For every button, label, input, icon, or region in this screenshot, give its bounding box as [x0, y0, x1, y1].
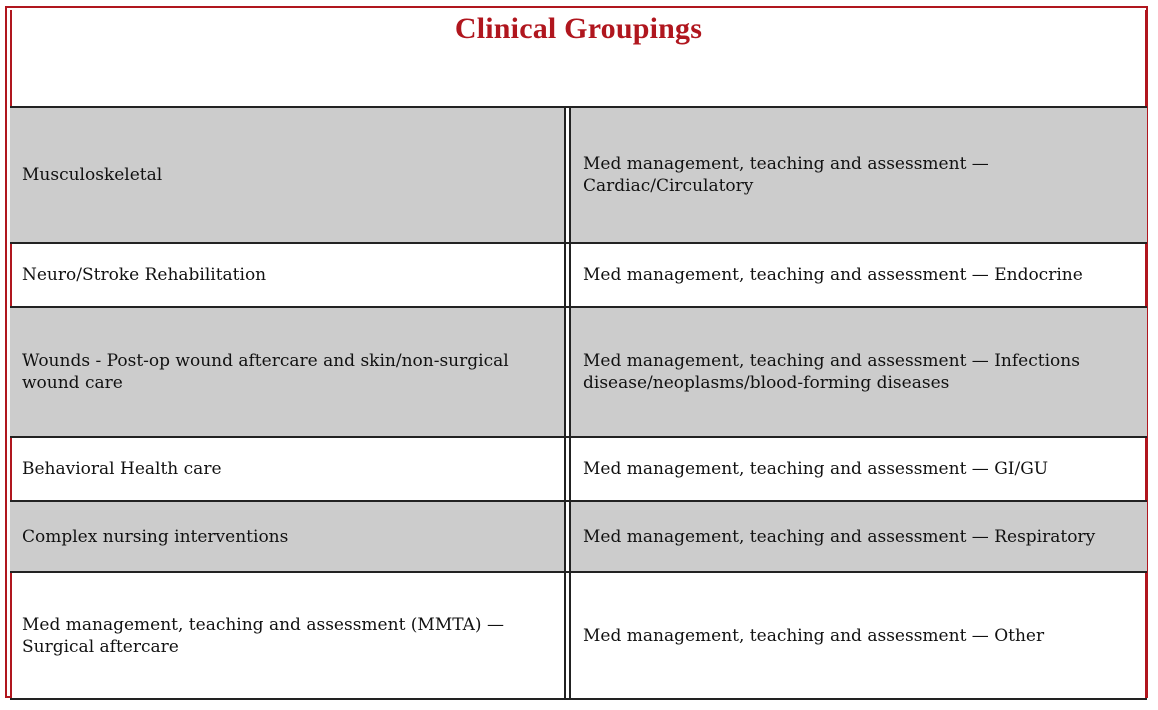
table-cell-left: Behavioral Health care: [10, 438, 566, 500]
table-row: [10, 308, 1147, 438]
table-cell-right: Med management, teaching and assessment — Respiratory: [569, 502, 1147, 571]
table-cell-left: Complex nursing interventions: [10, 502, 566, 571]
table-cell-left: Wounds - Post-op wound aftercare and skin/non-surgical wound care: [10, 308, 566, 436]
table-cell-left: Neuro/Stroke Rehabilitation: [10, 244, 566, 306]
table-cell-right: Med management, teaching and assessment — Cardiac/Circulatory: [569, 108, 1147, 242]
table-cell-left: Musculoskeletal: [10, 108, 566, 242]
table-row: [10, 108, 1147, 244]
table-row: [10, 438, 1147, 502]
table-row: [10, 502, 1147, 573]
page-title: Clinical Groupings: [454, 12, 703, 45]
table-row: [10, 244, 1147, 308]
table-cell-right: Med management, teaching and assessment — Endocrine: [569, 244, 1147, 306]
clinical-groupings-table: [10, 106, 1147, 698]
table-cell-right: Med management, teaching and assessment — Infections disease/neoplasms/blood-forming diseases: [569, 308, 1147, 436]
table-row: [10, 573, 1147, 700]
table-cell-left: Med management, teaching and assessment (MMTA) — Surgical aftercare: [10, 573, 566, 698]
table-cell-right: Med management, teaching and assessment — GI/GU: [569, 438, 1147, 500]
table-cell-right: Med management, teaching and assessment — Other: [569, 573, 1147, 698]
